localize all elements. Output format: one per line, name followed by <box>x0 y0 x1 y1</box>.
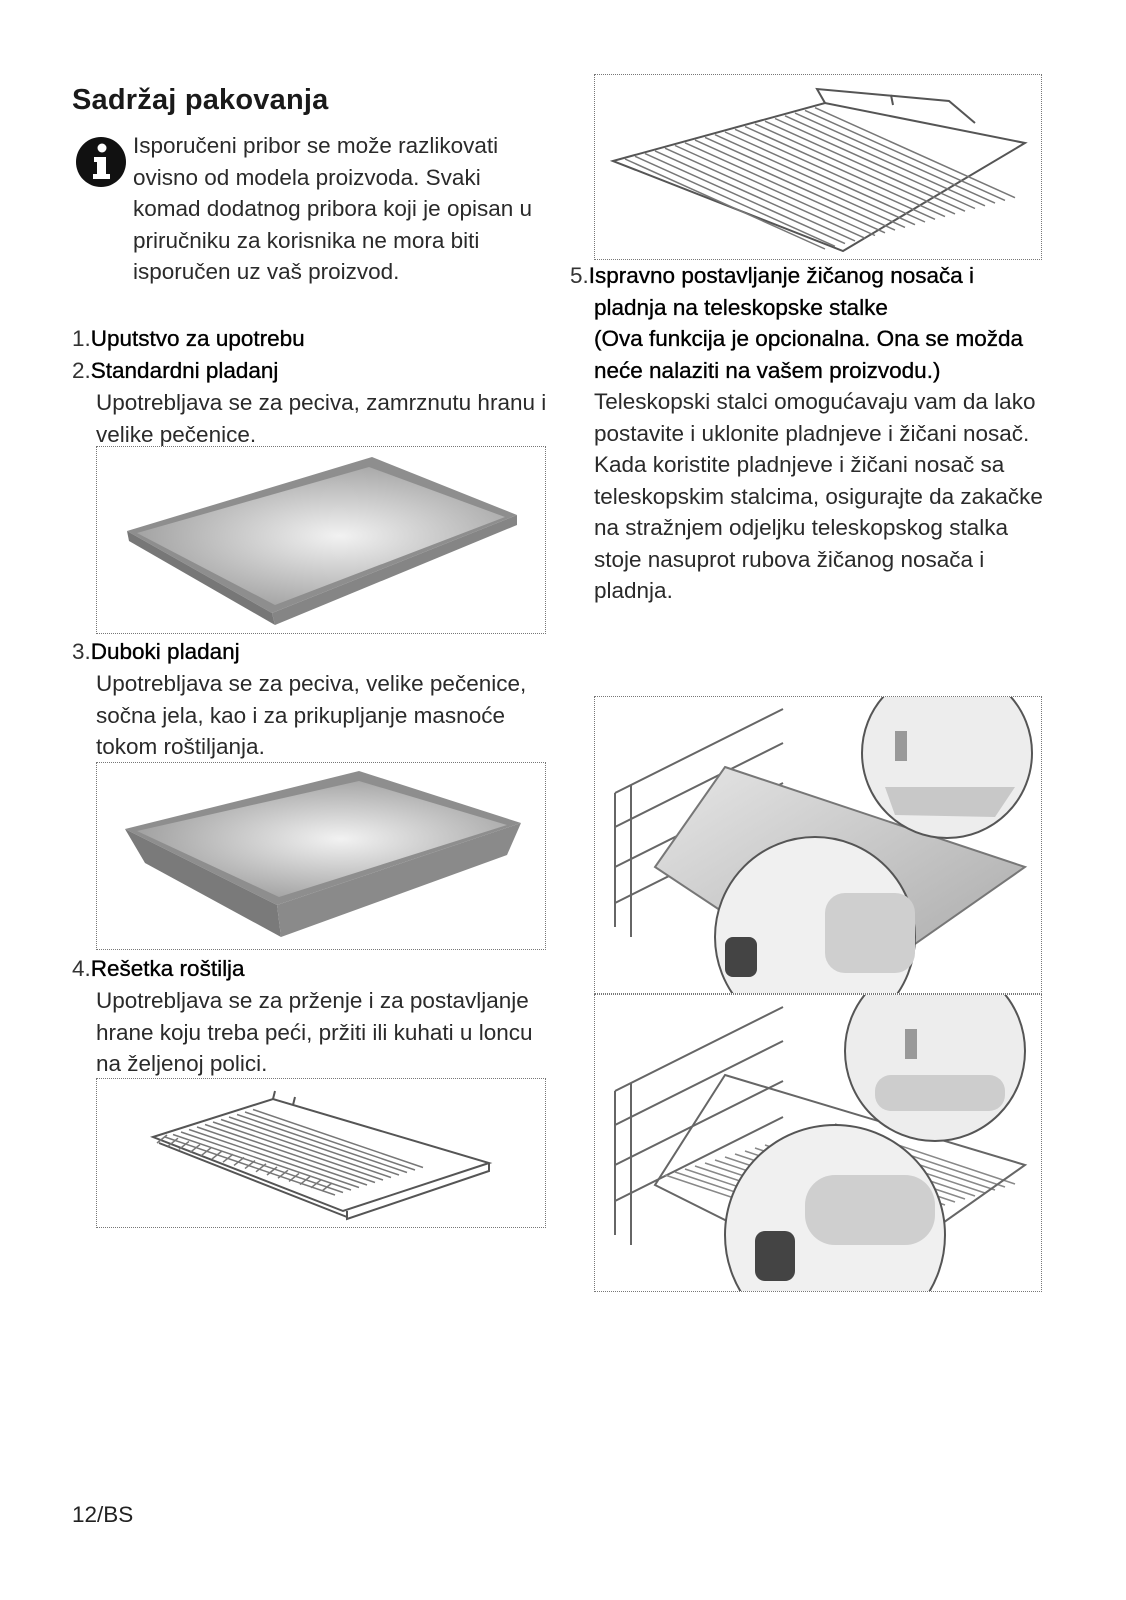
page-number: 12/BS <box>72 1502 134 1527</box>
wire-line <box>765 121 965 211</box>
wire-line <box>685 143 885 233</box>
info-icon <box>75 136 127 188</box>
wire-line <box>775 119 975 209</box>
wire-line <box>805 110 1005 200</box>
wire-line <box>715 135 915 225</box>
accessory-list-4 <box>72 953 552 1080</box>
telescopic-tray-illustration <box>594 696 1042 994</box>
list-item: 1.Uputstvo za upotrebu <box>72 326 305 351</box>
deep-tray-illustration <box>96 762 546 950</box>
item-label: Ispravno postavljanje žičanog nosača i pladnja na teleskopske stalke <box>588 263 975 320</box>
standard-tray-illustration <box>96 446 546 634</box>
telescopic-rack-illustration <box>594 994 1042 1292</box>
wire-line <box>675 146 875 236</box>
wire-line <box>625 159 825 249</box>
item-description: Kada koristite pladnjeve i žičani nosač sa teleskopskim stalcima, osigurajte da zakačke na stražnjem odjeljku teleskopskog stalka stoje nasuprot rubova žičanog nosača i pladnja. <box>594 452 1043 603</box>
list-item: 4.Rešetka roštilja <box>72 956 245 981</box>
item-5-block <box>570 260 1050 607</box>
item-description: Upotrebljava se za peciva, zamrznutu hranu i velike pečenice. <box>96 390 547 447</box>
item-label: Standardni pladanj <box>90 358 279 383</box>
list-item: 3.Duboki pladanj <box>72 639 240 664</box>
wire-line <box>735 129 935 219</box>
accessory-list-3 <box>72 636 552 763</box>
wire-line <box>745 127 945 217</box>
wire-line <box>695 140 895 230</box>
item-description: Teleskopski stalci omogućavaju vam da lako postavite i uklonite pladnjeve i žičani nosač. <box>594 389 1036 446</box>
optional-note: (Ova funkcija je opcionalna. Ona se možda neće nalaziti na vašem proizvodu.) <box>594 326 1023 383</box>
item-label: Rešetka roštilja <box>90 956 245 981</box>
item-description: Upotrebljava se za peciva, velike pečenice, sočna jela, kao i za prikupljanje masnoće tokom roštiljanja. <box>96 671 527 759</box>
info-note: Isporučeni pribor se može razlikovati ovisno od modela proizvoda. Svaki komad dodatnog pribora koji je opisan u priručniku za korisnika ne mora biti isporučen uz vaš proizvod. <box>133 133 533 284</box>
wire-line <box>635 156 835 246</box>
wire-rack-illustration <box>594 74 1042 260</box>
list-item: 2.Standardni pladanj <box>72 358 279 383</box>
wire-line <box>705 137 905 227</box>
accessory-list <box>72 323 552 450</box>
wire-line <box>655 151 855 241</box>
item-description: Upotrebljava se za prženje i za postavljanje hrane koju treba peći, pržiti ili kuhati u loncu na željenoj polici. <box>96 988 533 1076</box>
item-label: Uputstvo za upotrebu <box>90 326 305 351</box>
grill-rack-illustration <box>96 1078 546 1228</box>
wire-line <box>795 113 995 203</box>
list-item: 5.Ispravno postavljanje žičanog nosača i pladnja na teleskopske stalke <box>570 263 975 320</box>
wire-line <box>645 154 845 244</box>
wire-line <box>725 132 925 222</box>
page-title: Sadržaj pakovanja <box>72 84 329 116</box>
item-label: Duboki pladanj <box>90 639 240 664</box>
wire-line <box>755 124 955 214</box>
